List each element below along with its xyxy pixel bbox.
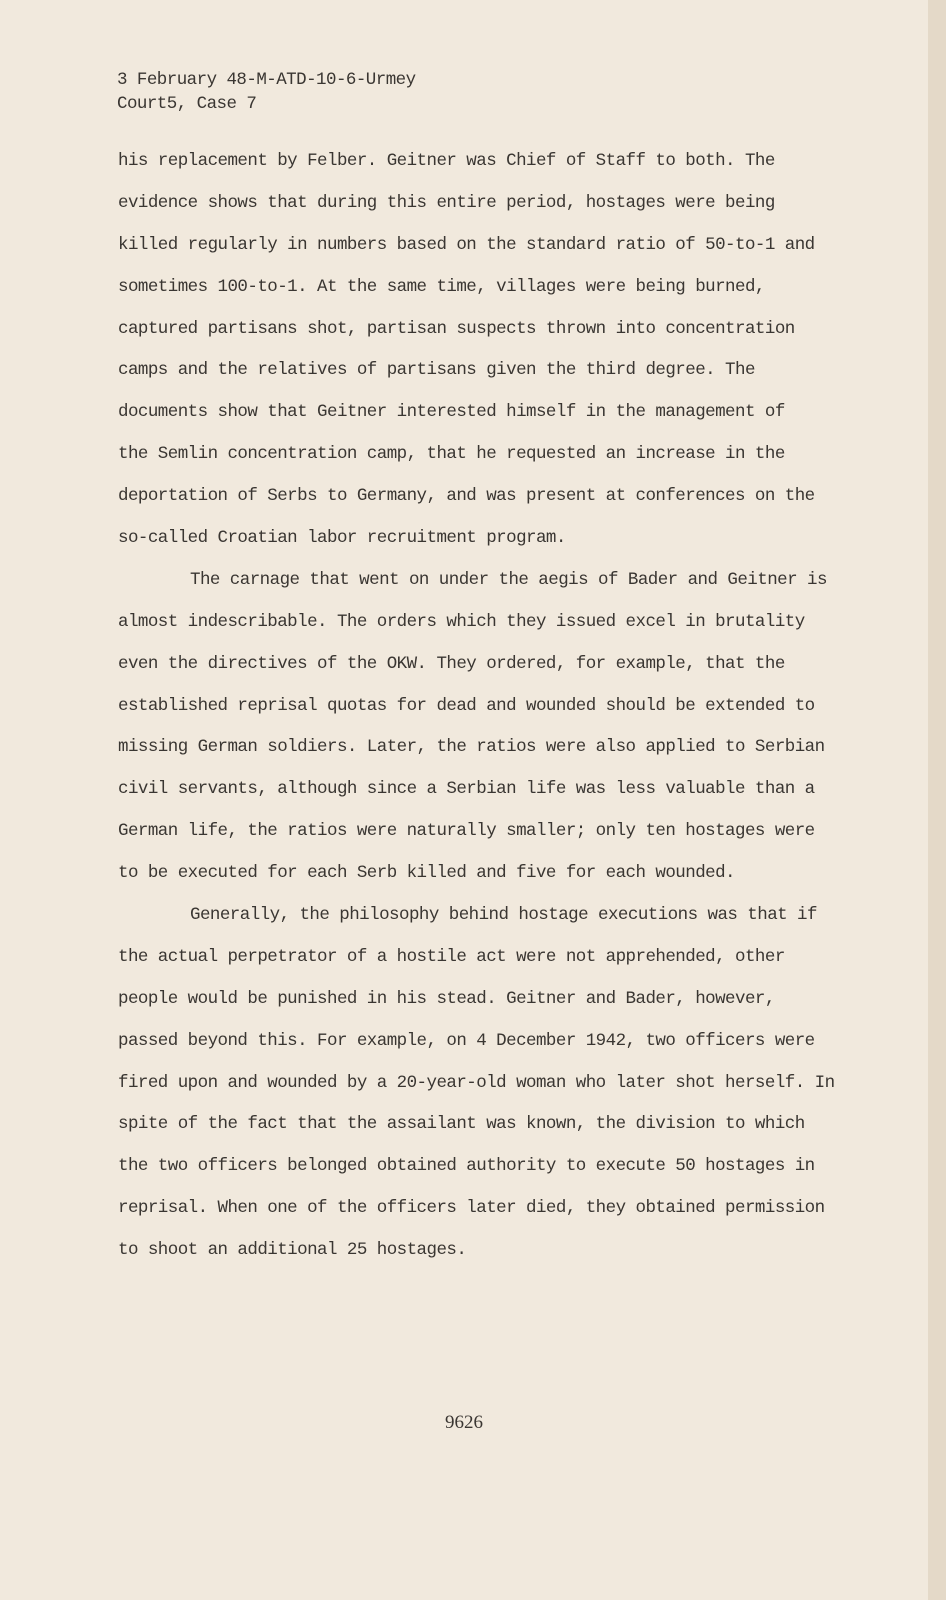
text-line: German life, the ratios were naturally smaller; only ten hostages were xyxy=(118,821,815,842)
text-line: fired upon and wounded by a 20-year-old woman who later shot herself. In xyxy=(118,1072,835,1093)
text-line: the Semlin concentration camp, that he requested an increase in the xyxy=(118,444,785,465)
page-number: 9626 xyxy=(445,1412,483,1433)
text-line: the two officers belonged obtained authority to execute 50 hostages in xyxy=(118,1156,815,1177)
document-header xyxy=(117,68,416,116)
text-line: camps and the relatives of partisans given the third degree. The xyxy=(118,360,755,381)
text-line: captured partisans shot, partisan suspects thrown into concentration xyxy=(118,318,795,339)
text-line: The carnage that went on under the aegis of Bader and Geitner is xyxy=(190,569,827,590)
text-line: reprisal. When one of the officers later died, they obtained permission xyxy=(118,1198,825,1219)
text-line: so-called Croatian labor recruitment program. xyxy=(118,528,566,549)
text-line: Generally, the philosophy behind hostage executions was that if xyxy=(190,905,817,926)
paragraph-3 xyxy=(118,900,858,1277)
text-line: to be executed for each Serb killed and five for each wounded. xyxy=(118,863,736,884)
text-line: passed beyond this. For example, on 4 December 1942, two officers were xyxy=(118,1030,815,1051)
text-line: killed regularly in numbers based on the standard ratio of 50-to-1 and xyxy=(118,234,815,255)
paragraph-1 xyxy=(118,146,858,565)
paragraph-2 xyxy=(118,565,858,900)
text-line: almost indescribable. The orders which they issued excel in brutality xyxy=(118,611,805,632)
text-line: documents show that Geitner interested himself in the management of xyxy=(118,402,785,423)
header-court-case: Court5, Case 7 xyxy=(117,94,257,114)
text-line: sometimes 100-to-1. At the same time, villages were being burned, xyxy=(118,276,765,297)
text-line: his replacement by Felber. Geitner was Chief of Staff to both. The xyxy=(118,151,775,171)
document-body xyxy=(118,146,858,1277)
text-line: to shoot an additional 25 hostages. xyxy=(118,1240,467,1261)
text-line: civil servants, although since a Serbian life was less valuable than a xyxy=(118,779,815,800)
text-line: missing German soldiers. Later, the ratios were also applied to Serbian xyxy=(118,737,825,758)
text-line: evidence shows that during this entire period, hostages were being xyxy=(118,192,775,213)
text-line: deportation of Serbs to Germany, and was present at conferences on the xyxy=(118,486,815,507)
text-line: spite of the fact that the assailant was known, the division to which xyxy=(118,1114,805,1135)
text-line: even the directives of the OKW. They ordered, for example, that the xyxy=(118,653,785,674)
text-line: established reprisal quotas for dead and wounded should be extended to xyxy=(118,695,815,716)
text-line: people would be punished in his stead. Geitner and Bader, however, xyxy=(118,988,775,1009)
header-date-reference: 3 February 48-M-ATD-10-6-Urmey xyxy=(117,70,416,90)
text-line: the actual perpetrator of a hostile act were not apprehended, other xyxy=(118,946,785,967)
